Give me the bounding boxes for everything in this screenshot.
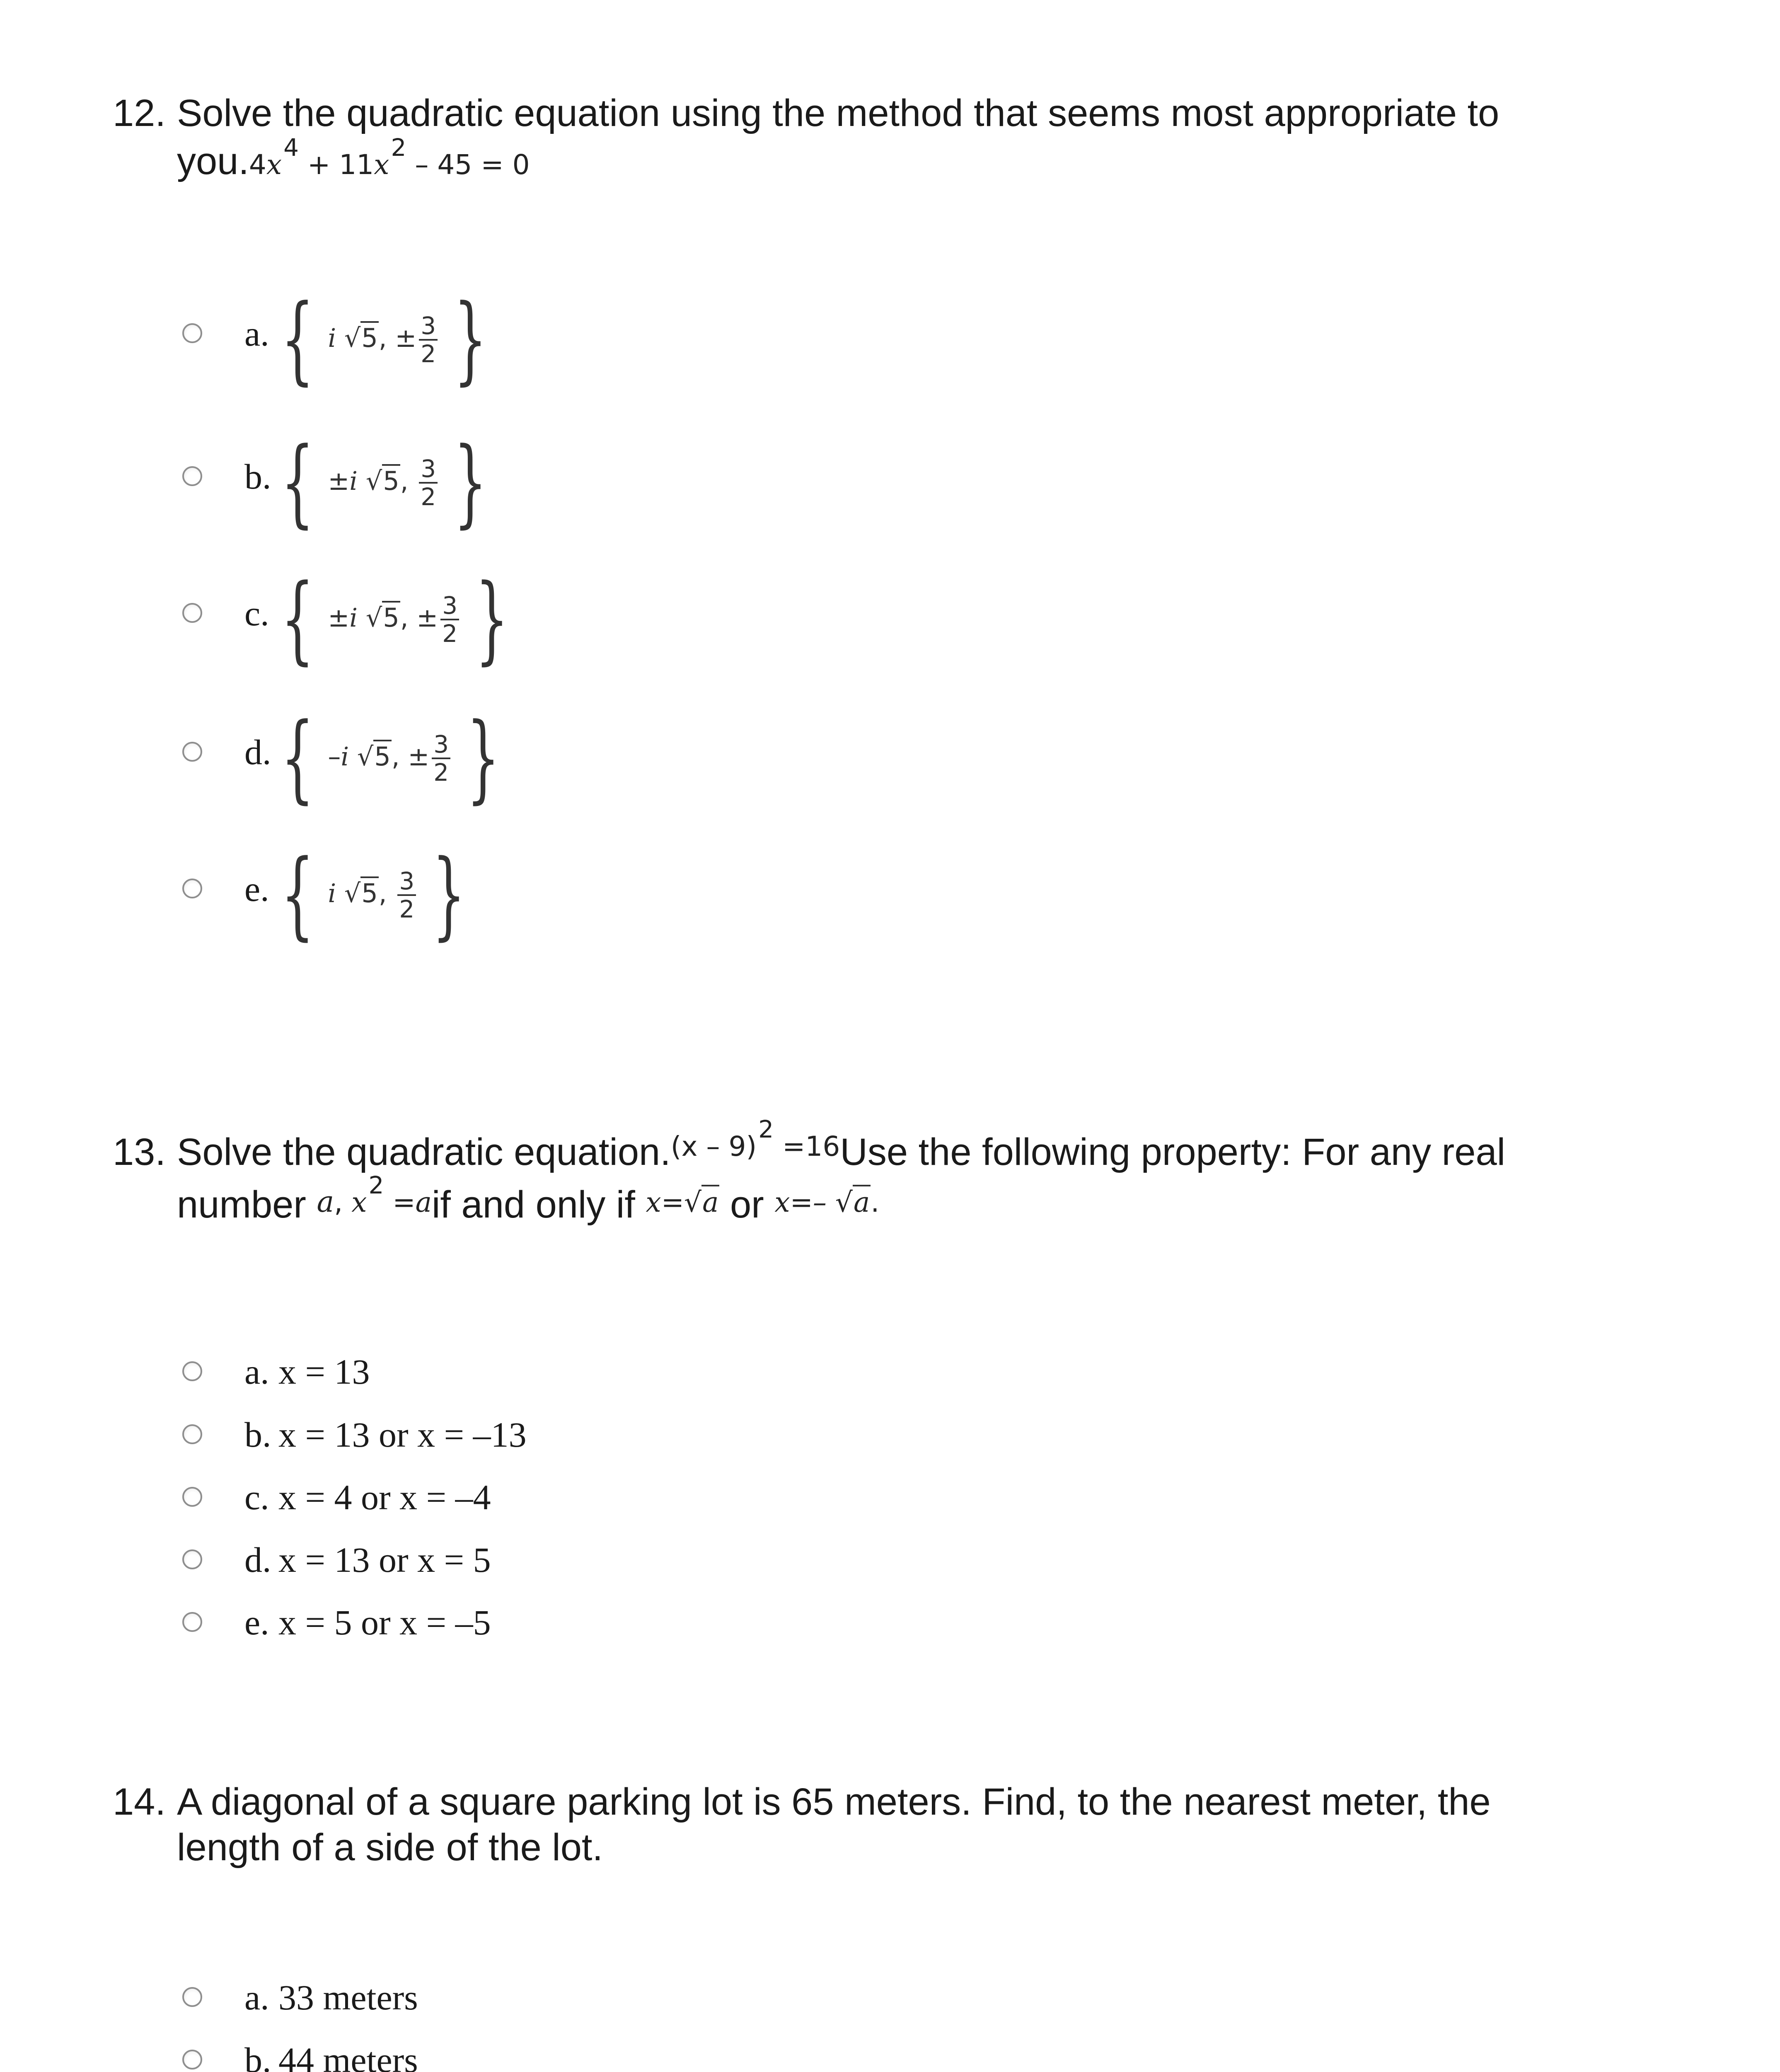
option-letter: e.	[244, 1602, 269, 1642]
question-text-line-1: Solve the quadratic equation.$^{(x - 9)2 =16}$Use the following property: For any real	[177, 1115, 1506, 1173]
equation: (x – 9)2 =16	[670, 1115, 840, 1162]
radio-button[interactable]	[182, 1549, 202, 1569]
option-letter: d.	[244, 732, 271, 772]
solution-set: { i √5, $\frac{3}{2}$ }	[281, 840, 466, 950]
option-text: 44 meters	[278, 2040, 418, 2072]
question-text-line-1: Solve the quadratic equation using the method that seems most appropriate to	[177, 92, 1499, 134]
solution-set: { –i √5, ± $\frac{3}{2}$ }	[281, 703, 500, 813]
solution-set: { ±i √5, $\frac{3}{2}$ }	[281, 427, 487, 538]
option-letter: b.	[244, 2040, 271, 2072]
option-text: x = 13 or x = 5	[278, 1540, 491, 1580]
option-letter: b.	[244, 457, 271, 496]
solution-set: { i √5, ± $\frac{3}{2}$ }	[281, 284, 487, 395]
option-letter: a.	[244, 1352, 269, 1392]
question-number: 14.	[113, 1781, 166, 1823]
question-14	[113, 1778, 1646, 1871]
radio-button[interactable]	[182, 879, 202, 898]
question-text-line-1: A diagonal of a square parking lot is 65 meters. Find, to the nearest meter, the	[177, 1781, 1491, 1823]
radio-button[interactable]	[182, 466, 202, 486]
equation: 4x4 + 11x2 – 45 = 0	[249, 133, 530, 181]
option-letter: c.	[244, 1477, 269, 1517]
solution-set: { ±i √5, ± $\frac{3}{2}$ }	[281, 564, 509, 675]
radio-button[interactable]	[182, 1361, 202, 1381]
option-text: 33 meters	[278, 1978, 418, 2017]
question-number: 12.	[113, 92, 166, 134]
option-letter: d.	[244, 1540, 271, 1580]
option-letter: c.	[244, 593, 269, 633]
option-letter: a.	[244, 314, 269, 353]
radio-button[interactable]	[182, 1424, 202, 1444]
question-12	[113, 89, 1646, 190]
option-text: x = 13	[278, 1352, 370, 1392]
option-letter: a.	[244, 1978, 269, 2017]
option-letter: b.	[244, 1415, 271, 1455]
radio-button[interactable]	[182, 1987, 202, 2007]
option-letter: e.	[244, 869, 269, 909]
radio-button[interactable]	[182, 1487, 202, 1507]
question-number: 13.	[113, 1131, 166, 1173]
question-13	[113, 1115, 1646, 1233]
radio-button[interactable]	[182, 603, 202, 623]
option-text: x = 4 or x = –4	[278, 1477, 491, 1517]
radio-button[interactable]	[182, 742, 202, 762]
radio-button[interactable]	[182, 323, 202, 343]
radio-button[interactable]	[182, 1612, 202, 1632]
option-text: x = 5 or x = –5	[278, 1602, 491, 1642]
radio-button[interactable]	[182, 2050, 202, 2070]
option-text: x = 13 or x = –13	[278, 1415, 527, 1455]
question-text-line-2: length of a side of the lot.	[177, 1826, 603, 1869]
question-text-line-2: you.4x4 + 11x2 – 45 = 0	[177, 133, 530, 182]
question-text-line-2: number a, x2 =aif and only if x=√a or x=– √a.	[177, 1171, 880, 1226]
